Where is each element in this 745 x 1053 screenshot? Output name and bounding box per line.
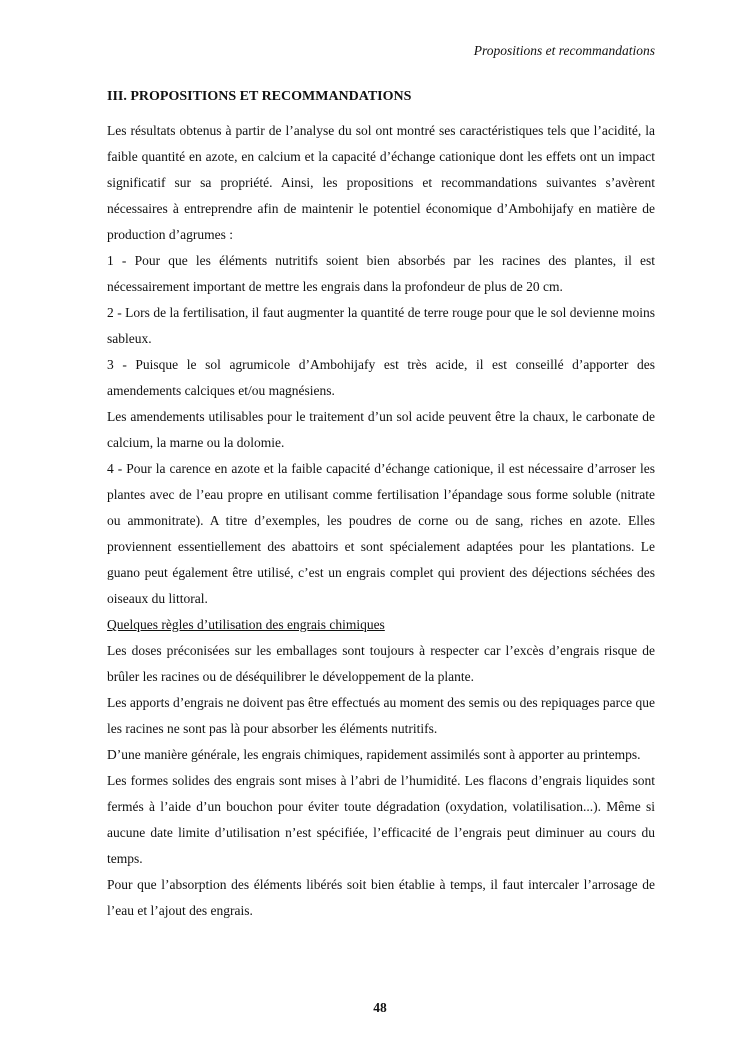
rule-paragraph: Les apports d’engrais ne doivent pas être effectués au moment des semis ou des repiquages parce que les racines ne sont pas là pour absorber les éléments nutritifs. (107, 695, 655, 736)
recommendation-4: 4 - Pour la carence en azote et la faible capacité d’échange cationique, il est nécessaire d’arroser les plantes avec de l’eau propre en utilisant comme fertilisation l’épandage sous forme soluble (nitrate ou ammonitrate). A titre d’exemples, les poudres de corne ou de sang, riches en azote. Elles proviennent essentiellement des abattoirs et sont spécialement adaptées pour les plantations. Le guano peut également être utilisé, c’est un engrais complet qui provient des déjections séchées des oiseaux du littoral. (107, 461, 655, 606)
recommendation-1: 1 - Pour que les éléments nutritifs soient bien absorbés par les racines des plantes, il est nécessairement important de mettre les engrais dans la profondeur de plus de 20 cm. (107, 253, 655, 294)
recommendation-3-followup: Les amendements utilisables pour le traitement d’un sol acide peuvent être la chaux, le carbonate de calcium, la marne ou la dolomie. (107, 409, 655, 450)
rule-paragraph: Les doses préconisées sur les emballages sont toujours à respecter car l’excès d’engrais risque de brûler les racines ou de déséquilibrer le développement de la plante. (107, 643, 655, 684)
rules-heading: Quelques règles d’utilisation des engrais chimiques (107, 617, 385, 632)
page-number: 48 (373, 1000, 387, 1015)
recommendation-3: 3 - Puisque le sol agrumicole d’Ambohijafy est très acide, il est conseillé d’apporter des amendements calciques et/ou magnésiens. (107, 357, 655, 398)
section-title: III. PROPOSITIONS ET RECOMMANDATIONS (107, 89, 412, 104)
rule-paragraph: Les formes solides des engrais sont mises à l’abri de l’humidité. Les flacons d’engrais liquides sont fermés à l’aide d’un bouchon pour éviter toute dégradation (oxydation, volatilisation...). Même si aucune date limite d’utilisation n’est spécifiée, l’efficacité de l’engrais peut diminuer au cours du temps. (107, 773, 655, 866)
rule-paragraph: D’une manière générale, les engrais chimiques, rapidement assimilés sont à apporter au printemps. (107, 747, 641, 762)
rule-paragraph: Pour que l’absorption des éléments libérés soit bien établie à temps, il faut intercaler l’arrosage de l’eau et l’ajout des engrais. (107, 877, 655, 918)
page-body (107, 88, 655, 924)
recommendation-2: 2 - Lors de la fertilisation, il faut augmenter la quantité de terre rouge pour que le sol devienne moins sableux. (107, 305, 655, 346)
intro-paragraph: Les résultats obtenus à partir de l’analyse du sol ont montré ses caractéristiques tels que l’acidité, la faible quantité en azote, en calcium et la capacité d’échange cationique dont les effets ont un impact significatif sur sa propriété. Ainsi, les propositions et recommandations suivantes s’avèrent nécessaires à entreprendre afin de maintenir le potentiel économique d’Ambohijafy en matière de production d’agrumes : (107, 123, 655, 242)
running-header: Propositions et recommandations (473, 43, 655, 58)
